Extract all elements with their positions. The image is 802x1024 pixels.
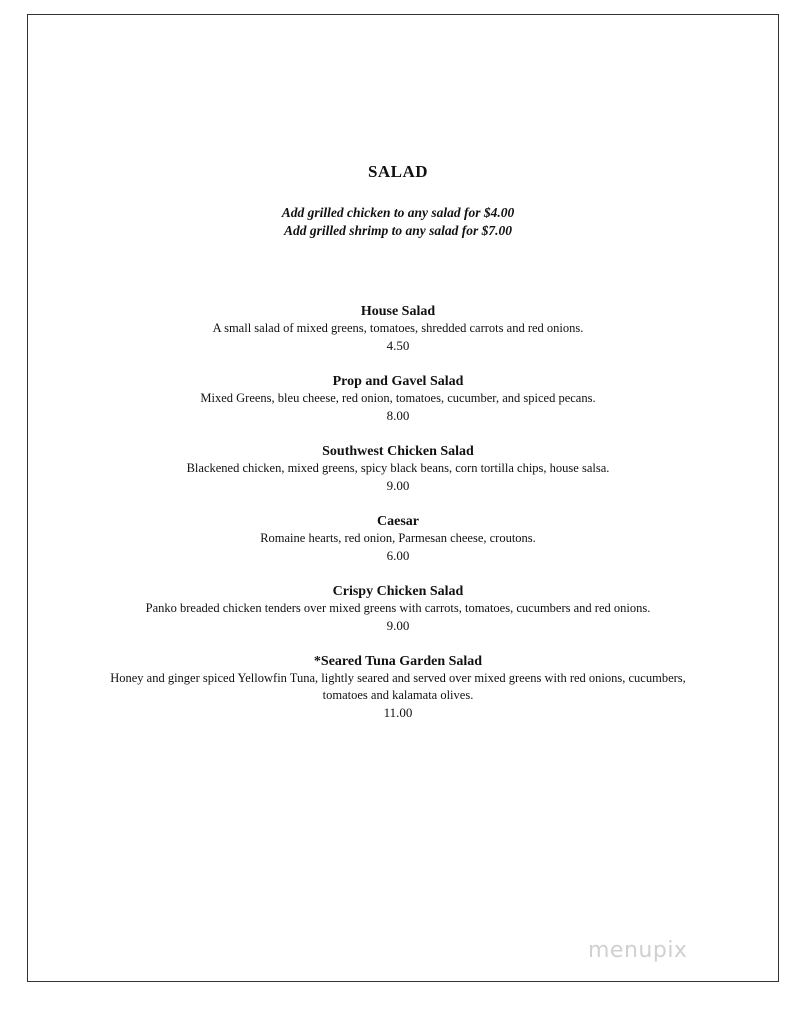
menu-item-seared-tuna-garden-salad: [0, 653, 796, 741]
item-price: 8.00: [386, 408, 410, 423]
item-name: Caesar: [377, 514, 419, 529]
menu-item-caesar: [0, 513, 796, 583]
addon-chicken-note: Add grilled chicken to any salad for $4.00: [281, 205, 515, 220]
item-price: 9.00: [386, 478, 410, 493]
item-name: Southwest Chicken Salad: [322, 444, 474, 459]
item-description: Honey and ginger spiced Yellowfin Tuna, lightly seared and served over mixed greens with red onions, cucumbers, tomatoes and kalamata olives.: [110, 671, 686, 702]
menu-item-crispy-chicken-salad: [0, 583, 796, 653]
menupix-watermark: menupix: [588, 938, 688, 963]
item-price: 9.00: [386, 618, 410, 633]
item-description: Blackened chicken, mixed greens, spicy black beans, corn tortilla chips, house salsa.: [186, 461, 610, 475]
item-description: Panko breaded chicken tenders over mixed greens with carrots, tomatoes, cucumbers and red onions.: [145, 601, 651, 615]
item-description: Romaine hearts, red onion, Parmesan cheese, croutons.: [260, 531, 536, 545]
section-title: SALAD: [367, 162, 429, 181]
item-price: 11.00: [383, 705, 413, 720]
item-name: *Seared Tuna Garden Salad: [313, 654, 483, 669]
menu-items-list: [0, 303, 796, 741]
item-name: Prop and Gavel Salad: [332, 374, 464, 389]
item-description: Mixed Greens, bleu cheese, red onion, tomatoes, cucumber, and spiced pecans.: [200, 391, 596, 405]
item-price: 6.00: [386, 548, 410, 563]
addon-shrimp-note: Add grilled shrimp to any salad for $7.00: [283, 223, 513, 238]
item-price: 4.50: [386, 338, 410, 353]
addon-notes: [0, 204, 796, 240]
menu-item-southwest-chicken-salad: [0, 443, 796, 513]
menu-item-house-salad: [0, 303, 796, 373]
menu-item-prop-and-gavel-salad: [0, 373, 796, 443]
item-description: A small salad of mixed greens, tomatoes, shredded carrots and red onions.: [212, 321, 584, 335]
item-name: Crispy Chicken Salad: [332, 584, 464, 599]
item-name: House Salad: [360, 304, 436, 319]
